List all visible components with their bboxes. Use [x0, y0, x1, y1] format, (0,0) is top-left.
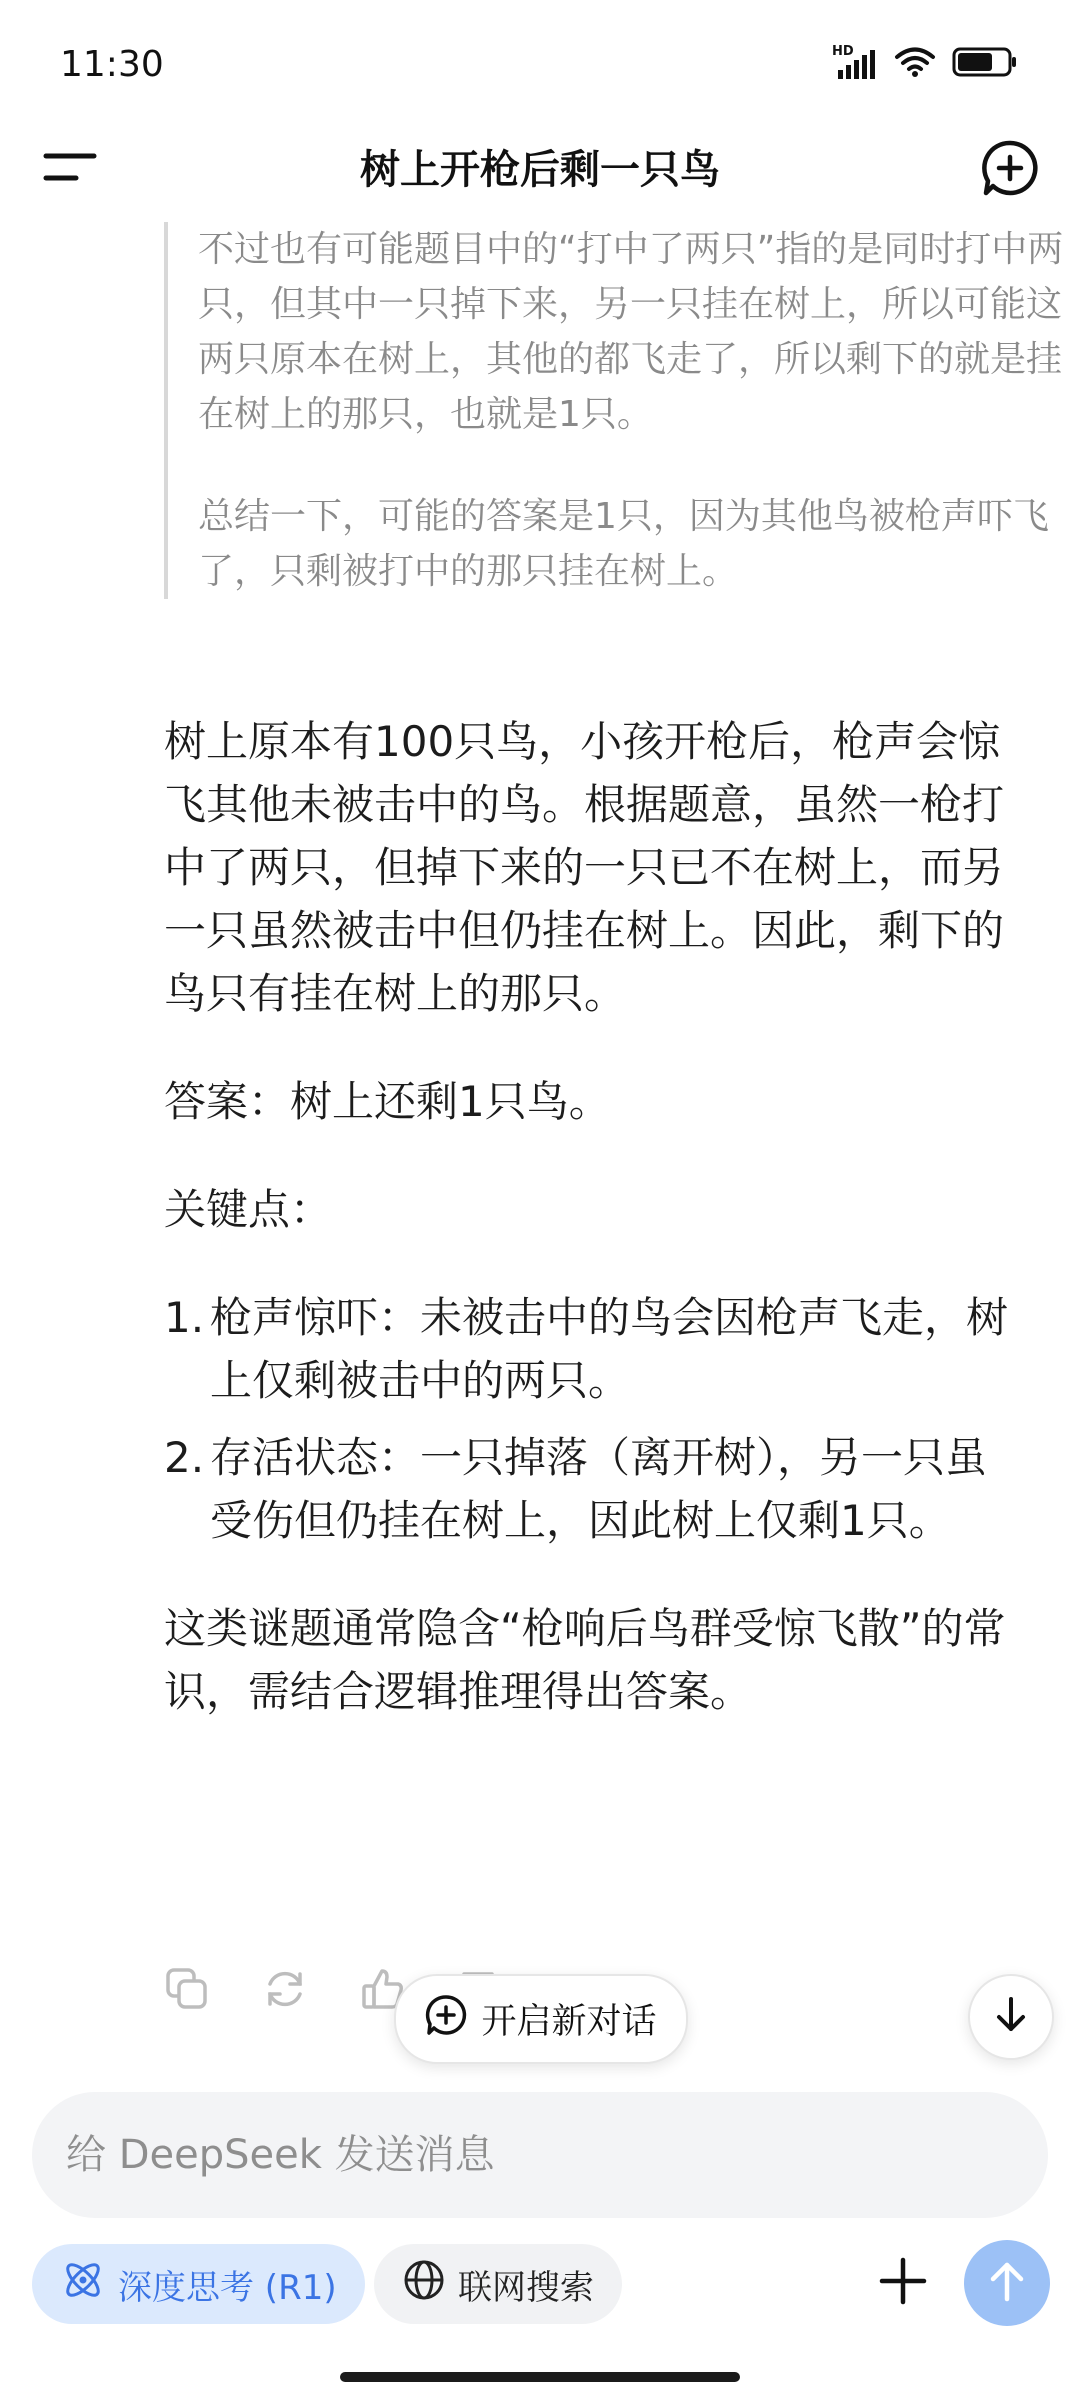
arrow-down-icon [991, 1995, 1031, 2039]
atom-icon [60, 2257, 106, 2312]
list-number: 2. [164, 1433, 205, 1482]
scroll-down-button[interactable] [968, 1974, 1054, 2060]
regenerate-icon[interactable] [262, 1966, 308, 2012]
list-text: 存活状态：一只掉落（离开树），另一只虽受伤但仍挂在树上，因此树上仅剩1只。 [210, 1433, 988, 1545]
message-input[interactable] [32, 2092, 1048, 2218]
answer-intro: 树上原本有100只鸟，小孩开枪后，枪声会惊飞其他未被击中的鸟。根据题意，虽然一枪打中了两只，但掉下来的一只已不在树上，而另一只虽然被击中但仍挂在树上。因此，剩下的鸟只有挂在树上的那只。 [164, 717, 1005, 1018]
answer-result: 答案：树上还剩1只鸟。 [164, 1077, 611, 1126]
page-title: 树上开枪后剩一只鸟 [360, 147, 720, 193]
thinking-block [164, 222, 1068, 599]
home-indicator[interactable] [340, 2372, 740, 2382]
deep-think-label: 深度思考 (R1) [118, 2267, 337, 2308]
answer-block [164, 710, 1024, 1723]
web-search-button[interactable] [374, 2244, 622, 2324]
network-label: HD [832, 44, 854, 59]
list-text: 枪声惊吓：未被击中的鸟会因枪声飞走，树上仅剩被击中的两只。 [210, 1293, 1009, 1405]
send-button[interactable] [964, 2240, 1050, 2326]
status-time: 11:30 [60, 44, 164, 85]
key-points-title: 关键点： [164, 1185, 333, 1234]
new-chat-button[interactable] [394, 1974, 688, 2064]
battery-icon [952, 46, 1018, 82]
status-icons [832, 46, 1018, 82]
answer-conclusion: 这类谜题通常隐含“枪响后鸟群受惊飞散”的常识，需结合逻辑推理得出答案。 [164, 1604, 1006, 1716]
list-item [164, 1286, 1024, 1412]
arrow-up-icon [985, 2259, 1029, 2307]
attach-button[interactable] [866, 2246, 940, 2320]
thinking-paragraph: 总结一下，可能的答案是1只，因为其他鸟被枪声吓飞了，只剩被打中的那只挂在树上。 [198, 496, 1049, 592]
deep-think-button[interactable] [32, 2244, 365, 2324]
new-chat-label: 开启新对话 [481, 2002, 657, 2042]
list-item [164, 1426, 1024, 1552]
list-number: 1. [164, 1293, 205, 1342]
copy-icon[interactable] [164, 1966, 210, 2012]
globe-icon [402, 2258, 446, 2311]
web-search-label: 联网搜索 [458, 2267, 594, 2308]
signal-icon [832, 44, 878, 80]
add-chat-icon [425, 1994, 467, 2045]
plus-icon [878, 2256, 928, 2310]
wifi-icon [894, 46, 936, 82]
new-chat-icon[interactable] [980, 138, 1040, 198]
thinking-paragraph: 不过也有可能题目中的“打中了两只”指的是同时打中两只，但其中一只掉下来，另一只挂在树上，所以可能这两只原本在树上，其他的都飞走了，所以剩下的就是挂在树上的那只，也就是1只。 [198, 229, 1064, 435]
